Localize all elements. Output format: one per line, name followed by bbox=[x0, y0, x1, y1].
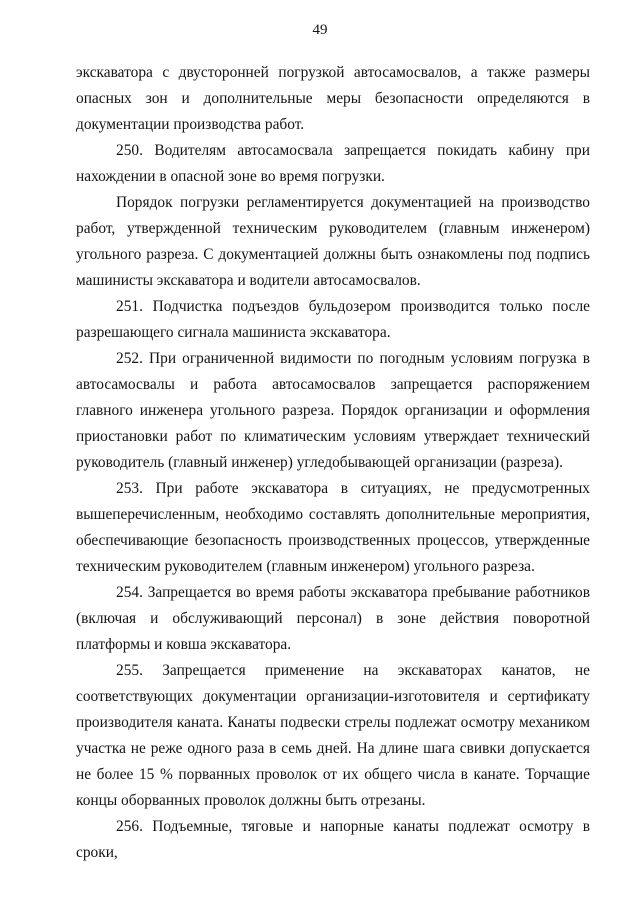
page-number: 49 bbox=[312, 22, 328, 38]
paragraph-255: 255. Запрещается применение на экскаваторах канатов, не соответствующих документации организации-изготовителя и сертификату производителя каната. Канаты подвески стрелы подлежат осмотру механиком участка не реже одного раза в семь дней. На длине шага свивки допускается не более 15 % порванных проволок от их общего числа в канате. Торчащие концы оборванных проволок должны быть отрезаны. bbox=[76, 662, 590, 809]
document-body bbox=[76, 60, 590, 866]
paragraph-251: 251. Подчистка подъездов бульдозером производится только после разрешающего сигнала машиниста экскаватора. bbox=[76, 298, 590, 341]
paragraph-252: 252. При ограниченной видимости по погодным условиям погрузка в автосамосвалы и работа автосамосвалов запрещается распоряжением главного инженера угольного разреза. Порядок организации и оформления приостановки работ по климатическим условиям утверждает технический руководитель (главный инженер) угледобывающей организации (разреза). bbox=[76, 350, 590, 471]
paragraph-loading-procedure: Порядок погрузки регламентируется документацией на производство работ, утвержденной техническим руководителем (главным инженером) угольного разреза. С документацией должны быть ознакомлены под подпись машинисты экскаватора и водители автосамосвалов. bbox=[76, 194, 590, 289]
paragraph-253: 253. При работе экскаватора в ситуациях, не предусмотренных вышеперечисленным, необходимо составлять дополнительные мероприятия, обеспечивающие безопасность производственных процессов, утвержденные техническим руководителем (главным инженером) угольного разреза. bbox=[76, 480, 590, 575]
paragraph-250: 250. Водителям автосамосвала запрещается покидать кабину при нахождении в опасной зоне во время погрузки. bbox=[76, 142, 590, 185]
paragraph-256: 256. Подъемные, тяговые и напорные канаты подлежат осмотру в сроки, bbox=[76, 818, 590, 861]
paragraph-254: 254. Запрещается во время работы экскаватора пребывание работников (включая и обслуживающий персонал) в зоне действия поворотной платформы и ковша экскаватора. bbox=[76, 584, 590, 653]
paragraph-continuation: экскаватора с двусторонней погрузкой автосамосвалов, а также размеры опасных зон и дополнительные меры безопасности определяются в документации производства работ. bbox=[76, 64, 590, 133]
